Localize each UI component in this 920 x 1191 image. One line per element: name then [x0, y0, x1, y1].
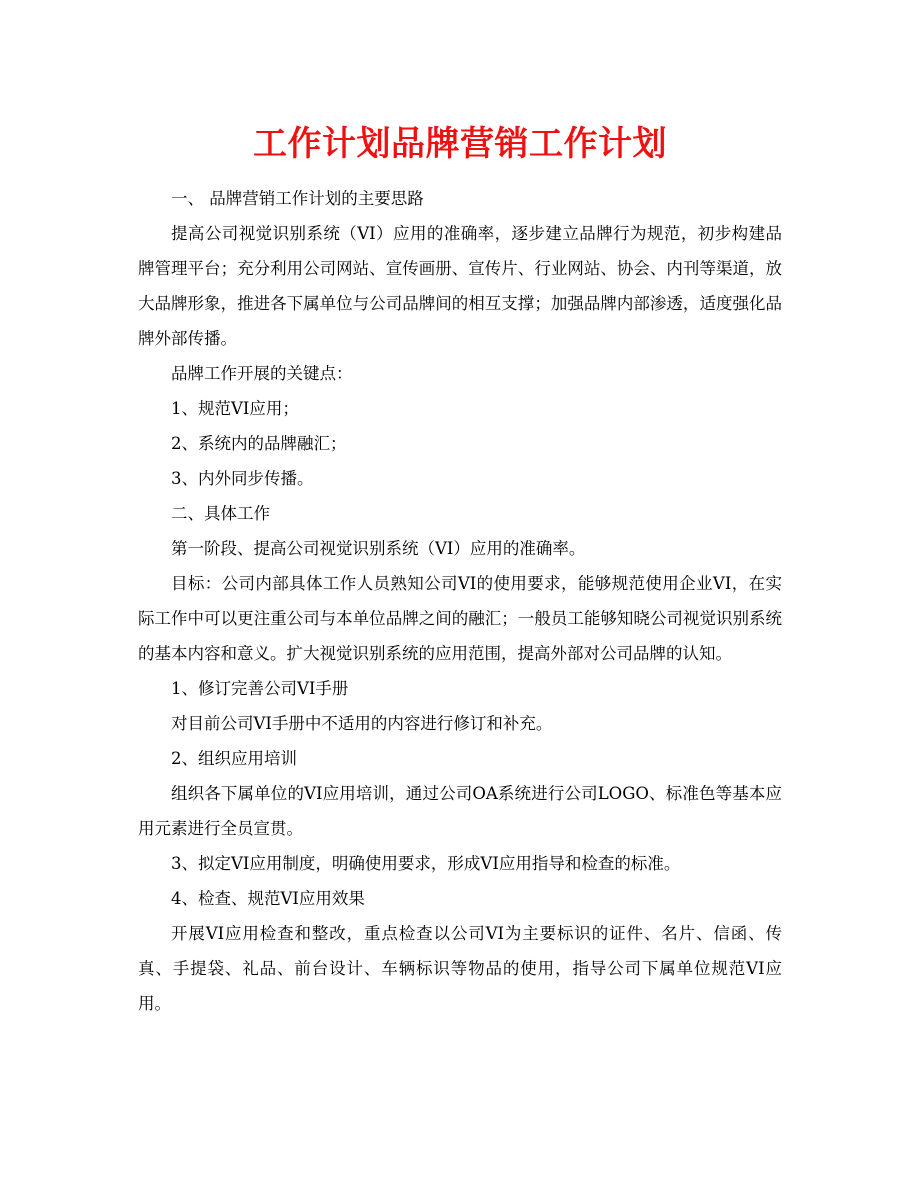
paragraph: 开展VI应用检查和整改，重点检查以公司VI为主要标识的证件、名片、信函、传真、手提袋、礼品、前台设计、车辆标识等物品的使用，指导公司下属单位规范VI应用。: [138, 924, 782, 1013]
section-heading: 一、 品牌营销工作计划的主要思路: [171, 189, 424, 208]
document-title: 工作计划品牌营销工作计划: [253, 124, 667, 164]
list-item: 4、检查、规范VI应用效果: [171, 889, 365, 908]
list-item: 3、拟定VI应用制度，明确使用要求，形成VI应用指导和检查的标准。: [171, 854, 681, 873]
paragraph: 组织各下属单位的VI应用培训，通过公司OA系统进行公司LOGO、标准色等基本应用元素进行全员宣贯。: [138, 784, 782, 838]
paragraph: 目标：公司内部具体工作人员熟知公司VI的使用要求，能够规范使用企业VI，在实际工作中可以更注重公司与本单位品牌之间的融汇；一般员工能够知晓公司视觉识别系统的基本内容和意义。扩大视觉识别系统的应用范围，提高外部对公司品牌的认知。: [138, 574, 782, 663]
list-item: 2、组织应用培训: [171, 749, 297, 768]
list-item: 3、内外同步传播。: [171, 469, 314, 488]
paragraph: 提高公司视觉识别系统（VI）应用的准确率，逐步建立品牌行为规范，初步构建品牌管理平台；充分利用公司网站、宣传画册、宣传片、行业网站、协会、内刊等渠道，放大品牌形象，推进各下属单位与公司品牌间的相互支撑；加强品牌内部渗透，适度强化品牌外部传播。: [138, 224, 782, 348]
section-heading: 二、具体工作: [171, 504, 270, 523]
list-item: 2、系统内的品牌融汇；: [171, 434, 347, 453]
list-item: 1、修订完善公司VI手册: [171, 679, 349, 698]
paragraph: 第一阶段、提高公司视觉识别系统（VI）应用的准确率。: [171, 539, 586, 558]
list-item: 1、规范VI应用；: [171, 399, 299, 418]
document-body: [138, 181, 782, 1021]
paragraph: 对目前公司VI手册中不适用的内容进行修订和补充。: [171, 714, 553, 733]
paragraph: 品牌工作开展的关键点：: [171, 364, 353, 383]
